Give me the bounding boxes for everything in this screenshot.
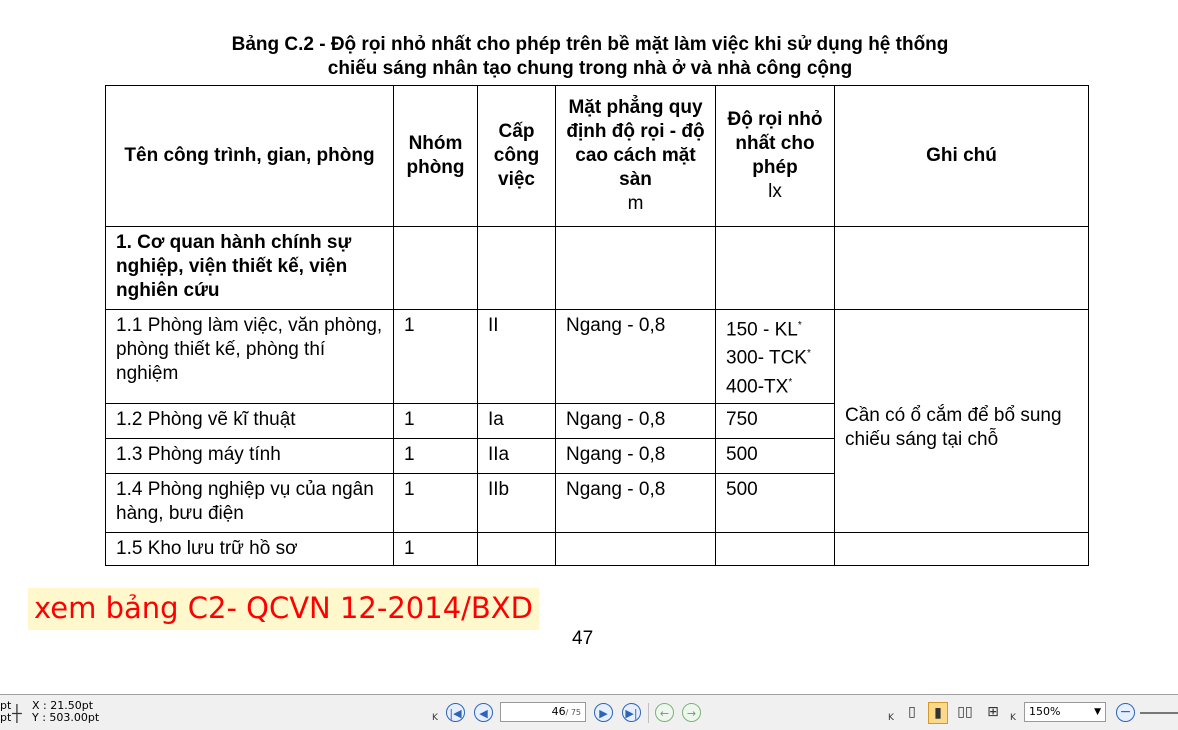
table-header-row [106,86,1089,227]
header-name: Tên công trình, gian, phòng [106,86,394,227]
zoom-slider[interactable] [1140,712,1178,714]
single-page-view-icon[interactable]: ▯ [908,704,916,720]
next-page-icon[interactable]: ▶ [594,703,613,722]
forward-icon[interactable]: → [682,703,701,722]
row-lux [716,532,835,565]
continuous-facing-icon[interactable]: ⊞ [987,704,999,720]
header-note: Ghi chú [835,86,1089,227]
resize-handle-icon: K [888,713,894,723]
resize-handle-icon: K [1010,713,1016,723]
viewer-toolbar [0,694,1178,730]
lux-line: 400-TX* [726,375,793,397]
row-level: Ia [478,403,556,438]
row-group: 1 [394,403,478,438]
last-page-icon[interactable]: ▶| [622,703,641,722]
page-number-input[interactable]: 46/ 75 [500,702,586,722]
row-plane: Ngang - 0,8 [556,310,716,404]
y-readout: Y : 503.00pt [32,711,100,724]
row-lux: 500 [716,438,835,473]
row-note: Cần có ổ cắm để bổ sung chiếu sáng tại chỗ [835,310,1089,533]
back-icon[interactable]: ← [655,703,674,722]
table-title-line-1: Bảng C.2 - Độ rọi nhỏ nhất cho phép trên bề mặt làm việc khi sử dụng hệ thống [231,34,949,55]
facing-pages-icon[interactable]: ▯▯ [957,704,973,720]
row-plane: Ngang - 0,8 [556,438,716,473]
unit-label: pt [0,699,12,712]
zoom-out-icon[interactable]: − [1116,703,1135,722]
header-plane-unit: m [627,193,644,214]
section-title: 1. Cơ quan hành chính sự nghiệp, viện thiết kế, viện nghiên cứu [106,227,394,310]
row-name: 1.3 Phòng máy tính [106,438,394,473]
first-page-icon[interactable]: |◀ [446,703,465,722]
zoom-select[interactable]: 150% ▼ [1024,702,1106,722]
header-group: Nhóm phòng [394,86,478,227]
previous-page-icon[interactable]: ◀ [474,703,493,722]
header-lux-unit: lx [768,181,782,202]
table-row [106,310,1089,404]
crosshair-icon: ┼ [12,704,22,723]
lighting-table [105,85,1089,566]
row-group: 1 [394,438,478,473]
resize-handle-icon: K [432,713,438,723]
x-readout: X : 21.50pt [32,699,94,712]
table-title [140,33,1040,81]
header-plane: Mặt phẳng quy định độ rọi - độ cao cách mặt sàn m [556,86,716,227]
row-group: 1 [394,310,478,404]
table-row [106,532,1089,565]
header-level: Cấp công việc [478,86,556,227]
row-level: II [478,310,556,404]
continuous-view-icon[interactable]: ▮ [928,702,948,724]
header-lux: Độ rọi nhỏ nhất cho phép lx [716,86,835,227]
row-name: 1.2 Phòng vẽ kĩ thuật [106,403,394,438]
row-level [478,532,556,565]
row-name: 1.5 Kho lưu trữ hồ sơ [106,532,394,565]
row-level: IIa [478,438,556,473]
section-row [106,227,1089,310]
row-plane: Ngang - 0,8 [556,473,716,532]
row-lux: 500 [716,473,835,532]
row-plane [556,532,716,565]
page-number: 47 [572,628,594,649]
row-lux: 750 [716,403,835,438]
row-name: 1.4 Phòng nghiệp vụ của ngân hàng, bưu điện [106,473,394,532]
row-name: 1.1 Phòng làm việc, văn phòng, phòng thiết kế, phòng thí nghiệm [106,310,394,404]
chevron-down-icon: ▼ [1094,707,1101,717]
row-group: 1 [394,473,478,532]
row-lux [716,310,835,404]
lux-line: 150 - KL* [726,319,802,341]
lux-line: 300- TCK* [726,347,811,369]
annotation-note: xem bảng C2- QCVN 12-2014/BXD [28,588,539,630]
row-plane: Ngang - 0,8 [556,403,716,438]
row-group: 1 [394,532,478,565]
unit-label: pt [0,711,12,724]
row-level: IIb [478,473,556,532]
table-title-line-2: chiếu sáng nhân tạo chung trong nhà ở và nhà công cộng [327,58,853,79]
